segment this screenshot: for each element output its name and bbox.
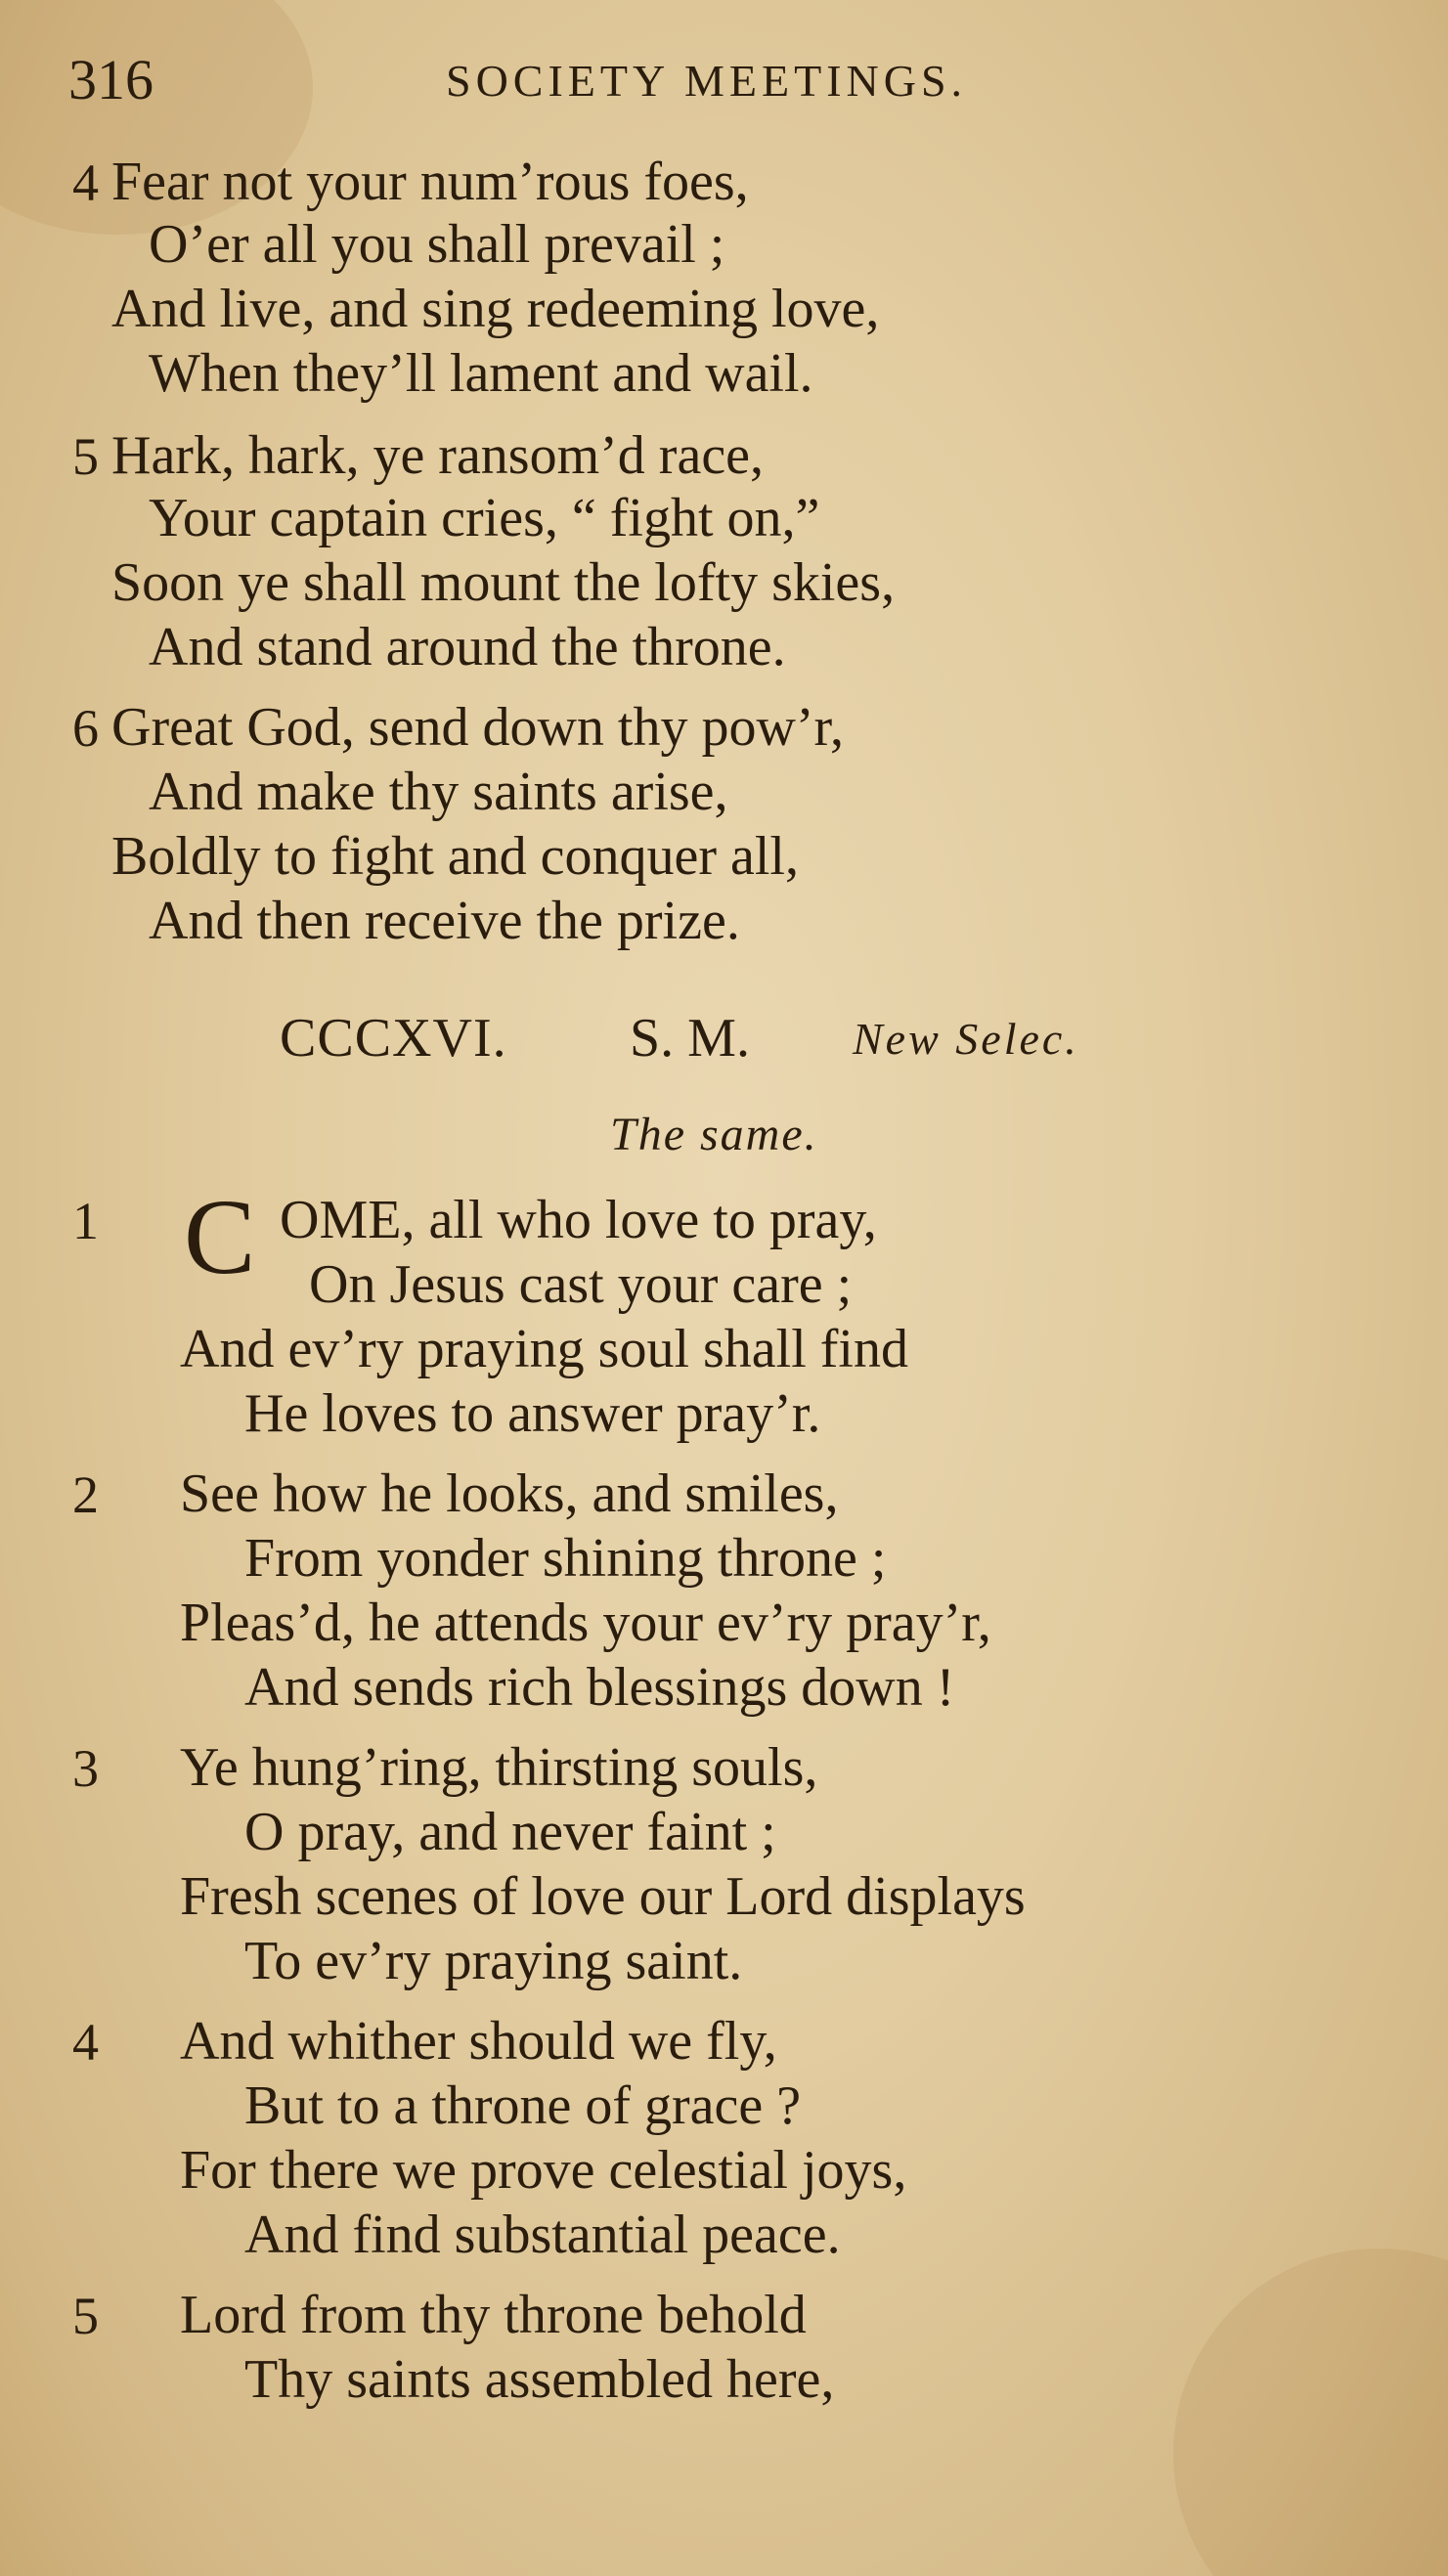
verse-line: Ye hung’ring, thirsting souls,	[180, 1737, 818, 1798]
verse-line: For there we prove celestial joys,	[180, 2140, 907, 2201]
verse-line: And sends rich blessings down !	[244, 1657, 955, 1718]
verse-number: 4	[72, 153, 99, 212]
verse-line: Pleas’d, he attends your ev’ry pray’r,	[180, 1593, 991, 1653]
drop-cap: C	[184, 1177, 256, 1296]
verse-number: 1	[72, 1192, 99, 1250]
verse-number: 5	[72, 2287, 99, 2345]
verse-number: 3	[72, 1739, 99, 1798]
verse-line: OME, all who love to pray,	[280, 1190, 877, 1250]
verse-line: See how he looks, and smiles,	[180, 1463, 839, 1524]
verse-line: And live, and sing redeeming love,	[111, 279, 880, 339]
verse-line: Hark, hark, ye ransom’d race,	[111, 425, 765, 486]
verse-line: Fear not your num’rous foes,	[111, 152, 749, 212]
verse-line: And ev’ry praying soul shall find	[180, 1319, 908, 1379]
hymn-number: CCCXVI.	[280, 1008, 507, 1069]
running-title: SOCIETY MEETINGS.	[446, 56, 968, 106]
verse-line: O’er all you shall prevail ;	[149, 214, 725, 275]
verse-line: On Jesus cast your care ;	[309, 1254, 853, 1315]
hymn-source: New Selec.	[853, 1014, 1079, 1064]
verse-line: Boldly to fight and conquer all,	[111, 826, 799, 887]
verse-line: Lord from thy throne behold	[180, 2285, 807, 2345]
verse-number: 2	[72, 1465, 99, 1524]
verse-line: Fresh scenes of love our Lord displays	[180, 1866, 1026, 1927]
verse-line: But to a throne of grace ?	[244, 2075, 802, 2136]
paper-stain	[1173, 2249, 1448, 2576]
verse-line: Soon ye shall mount the lofty skies,	[111, 552, 896, 613]
verse-line: O pray, and never faint ;	[244, 1802, 776, 1862]
verse-number: 6	[72, 699, 99, 758]
hymn-subtitle: The same.	[610, 1109, 818, 1160]
verse-line: Your captain cries, “ fight on,”	[149, 488, 820, 548]
verse-line: And make thy saints arise,	[149, 762, 728, 822]
verse-line: And find substantial peace.	[244, 2205, 841, 2265]
hymn-meter: S. M.	[630, 1008, 750, 1069]
verse-line: When they’ll lament and wail.	[149, 343, 813, 404]
verse-line: Thy saints assembled here,	[244, 2349, 835, 2410]
verse-line: From yonder shining throne ;	[244, 1528, 887, 1589]
verse-line: And then receive the prize.	[149, 891, 740, 951]
page-number: 316	[68, 48, 154, 111]
verse-line: And stand around the throne.	[149, 617, 786, 677]
verse-line: To ev’ry praying saint.	[244, 1931, 743, 1991]
verse-number: 5	[72, 427, 99, 486]
verse-line: He loves to answer pray’r.	[244, 1383, 821, 1444]
verse-line: And whither should we fly,	[180, 2011, 777, 2072]
verse-number: 4	[72, 2013, 99, 2072]
verse-line: Great God, send down thy pow’r,	[111, 697, 844, 758]
